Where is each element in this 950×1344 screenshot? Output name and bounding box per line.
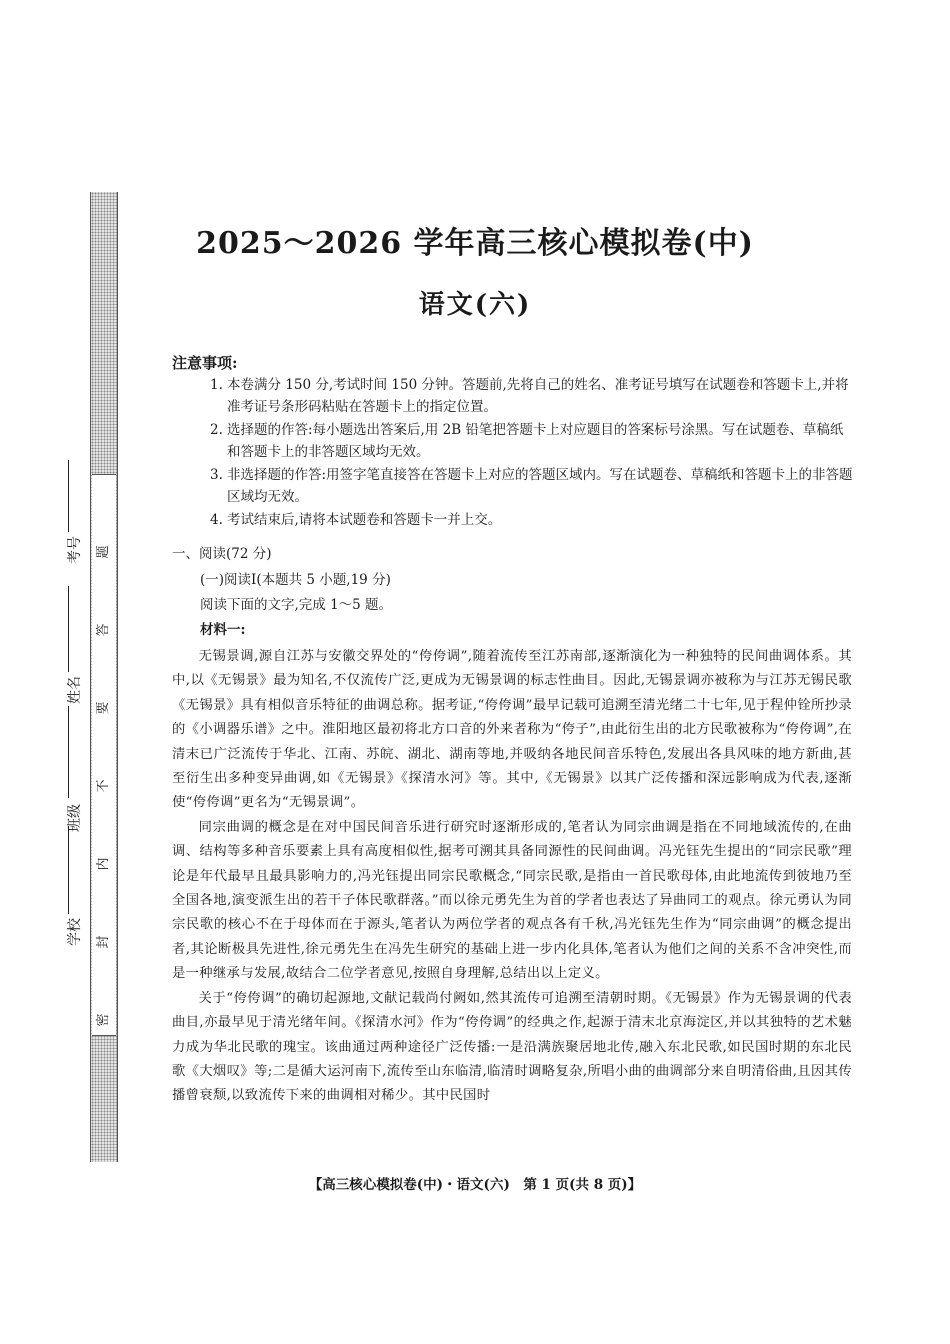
page-footer: 【高三核心模拟卷(中)・语文(六) 第 1 页(共 8 页)】 [308, 1177, 642, 1193]
notice-list [210, 374, 854, 532]
exam-number-label: 考号 [67, 536, 83, 564]
seal-box [92, 474, 116, 1036]
seal-char: 内 [96, 857, 111, 871]
notice-number: 4. [210, 512, 223, 528]
passage-paragraph: 无锡景调,源自江苏与安徽交界处的“侉侉调”,随着流传至江苏南部,逐渐演化为一种独特的民间曲调体系。其中,以《无锡景》最为知名,不仅流传广泛,更成为无锡景调的标志性曲目。因此,无锡景调亦被称为与江苏无锡民歌《无锡景》具有相似音乐特征的曲调总称。据考证,“侉侉调”最早记载可追溯至清光绪二十七年,见于程仲铨所抄录的《小调器乐谱》之中。淮阳地区最初将北方口音的外来者称为“侉子”,由此衍生出的北方民歌被称为“侉侉调”,在清末已广泛流传于华北、江南、苏皖、湖北、湖南等地,并吸纳各地民间音乐特色,发展出各具风味的地方新曲,甚至衍生出多种变异曲调,如《无锡景》《探清水河》等。其中,《无锡景》以其广泛传播和深远影响成为代表,逐渐使“侉侉调”更名为“无锡景调”。 [172, 649, 852, 811]
class-label: 班级 [67, 804, 83, 832]
school-line[interactable] [68, 826, 69, 914]
notice-item [210, 374, 854, 418]
notice-text: 选择题的作答:每小题选出答案后,用 2B 铅笔把答题卡上对应题目的答案标号涂黑。写在试题卷、草稿纸和答题卡上的非答题区域均无效。 [227, 422, 844, 460]
seal-char: 要 [96, 701, 111, 715]
binding-strip [90, 192, 118, 1162]
notice-text: 非选择题的作答:用签字笔直接答在答题卡上对应的答题区域内。写在试题卷、草稿纸和答题卡上的非答题区域均无效。 [227, 467, 853, 505]
notice-heading: 注意事项: [172, 354, 238, 372]
notice-item [210, 509, 854, 531]
seal-char: 不 [96, 779, 111, 793]
exam-title: 2025～2026 学年高三核心模拟卷(中) [196, 226, 754, 261]
material-label: 材料一: [200, 622, 246, 638]
subject-title: 语文(六) [418, 290, 532, 320]
notice-text: 本卷满分 150 分,考试时间 150 分钟。答题前,先将自己的姓名、准考证号填写在试题卷和答题卡上,并将准考证号条形码粘贴在答题卡上的指定位置。 [227, 377, 849, 415]
notice-item [210, 464, 854, 508]
exam-number-line[interactable] [68, 460, 69, 532]
school-label: 学校 [67, 918, 83, 946]
seal-char: 密 [96, 1013, 111, 1027]
section-subtitle: (一)阅读Ⅰ(本题共 5 小题,19 分) [200, 572, 391, 588]
notice-text: 考试结束后,请将本试题卷和答题卡一并上交。 [227, 512, 502, 528]
passage-paragraph: 关于“侉侉调”的确切起源地,文献记载尚付阙如,然其流传可追溯至清朝时期。《无锡景》作为无锡景调的代表曲目,亦最早见于清光绪年间。《探清水河》作为“侉侉调”的经典之作,起源于清末北京海淀区,并以其独特的艺术魅力成为华北民歌的瑰宝。该曲通过两种途径广泛传播:一是沿满族聚居地北传,融入东北民歌,如民国时期的东北民歌《大烟叹》等;二是循大运河南下,流传至山东临清,临清时调略复杂,所唱小曲的曲调部分来自明清俗曲,且因其传播曾衰颓,以致流传下来的曲调相对稀少。其中民国时 [172, 990, 852, 1104]
section-instruction: 阅读下面的文字,完成 1～5 题。 [200, 597, 393, 613]
seal-char: 题 [96, 545, 111, 559]
seal-char: 答 [96, 623, 111, 637]
notice-number: 3. [210, 467, 223, 483]
name-label: 姓名 [67, 676, 83, 704]
notice-item [210, 419, 854, 463]
notice-number: 2. [210, 422, 223, 438]
class-line[interactable] [68, 706, 69, 798]
name-line[interactable] [68, 586, 69, 672]
passage-paragraph: 同宗曲调的概念是在对中国民间音乐进行研究时逐渐形成的,笔者认为同宗曲调是指在不同地域流传的,在曲调、结构等多种音乐要素上具有高度相似性,据考可溯其具备同源性的民间曲调。冯光钰先生提出的“同宗民歌”理论是年代最早且最具影响力的,冯光钰提出同宗民歌概念,“同宗民歌,是指由一首民歌母体,由此地流传到彼地乃至全国各地,演变派生出的若干子体民歌群落。”而以徐元勇先生为首的学者也表达了异曲同工的观点。徐元勇认为同宗民歌的核心不在于母体而在于源头,笔者认为两位学者的观点各有千秋,冯光钰先生作为“同宗曲调”的概念提出者,其论断极具先进性,徐元勇先生在冯先生研究的基础上进一步内化具体,笔者认为他们之间的关系不含冲突性,而是一种继承与发展,故结合二位学者意见,按照自身理解,总结出以上定义。 [172, 819, 852, 982]
reading-passage [172, 645, 852, 1109]
section-title: 一、阅读(72 分) [172, 546, 272, 562]
seal-char: 封 [96, 935, 111, 949]
notice-number: 1. [210, 377, 223, 393]
